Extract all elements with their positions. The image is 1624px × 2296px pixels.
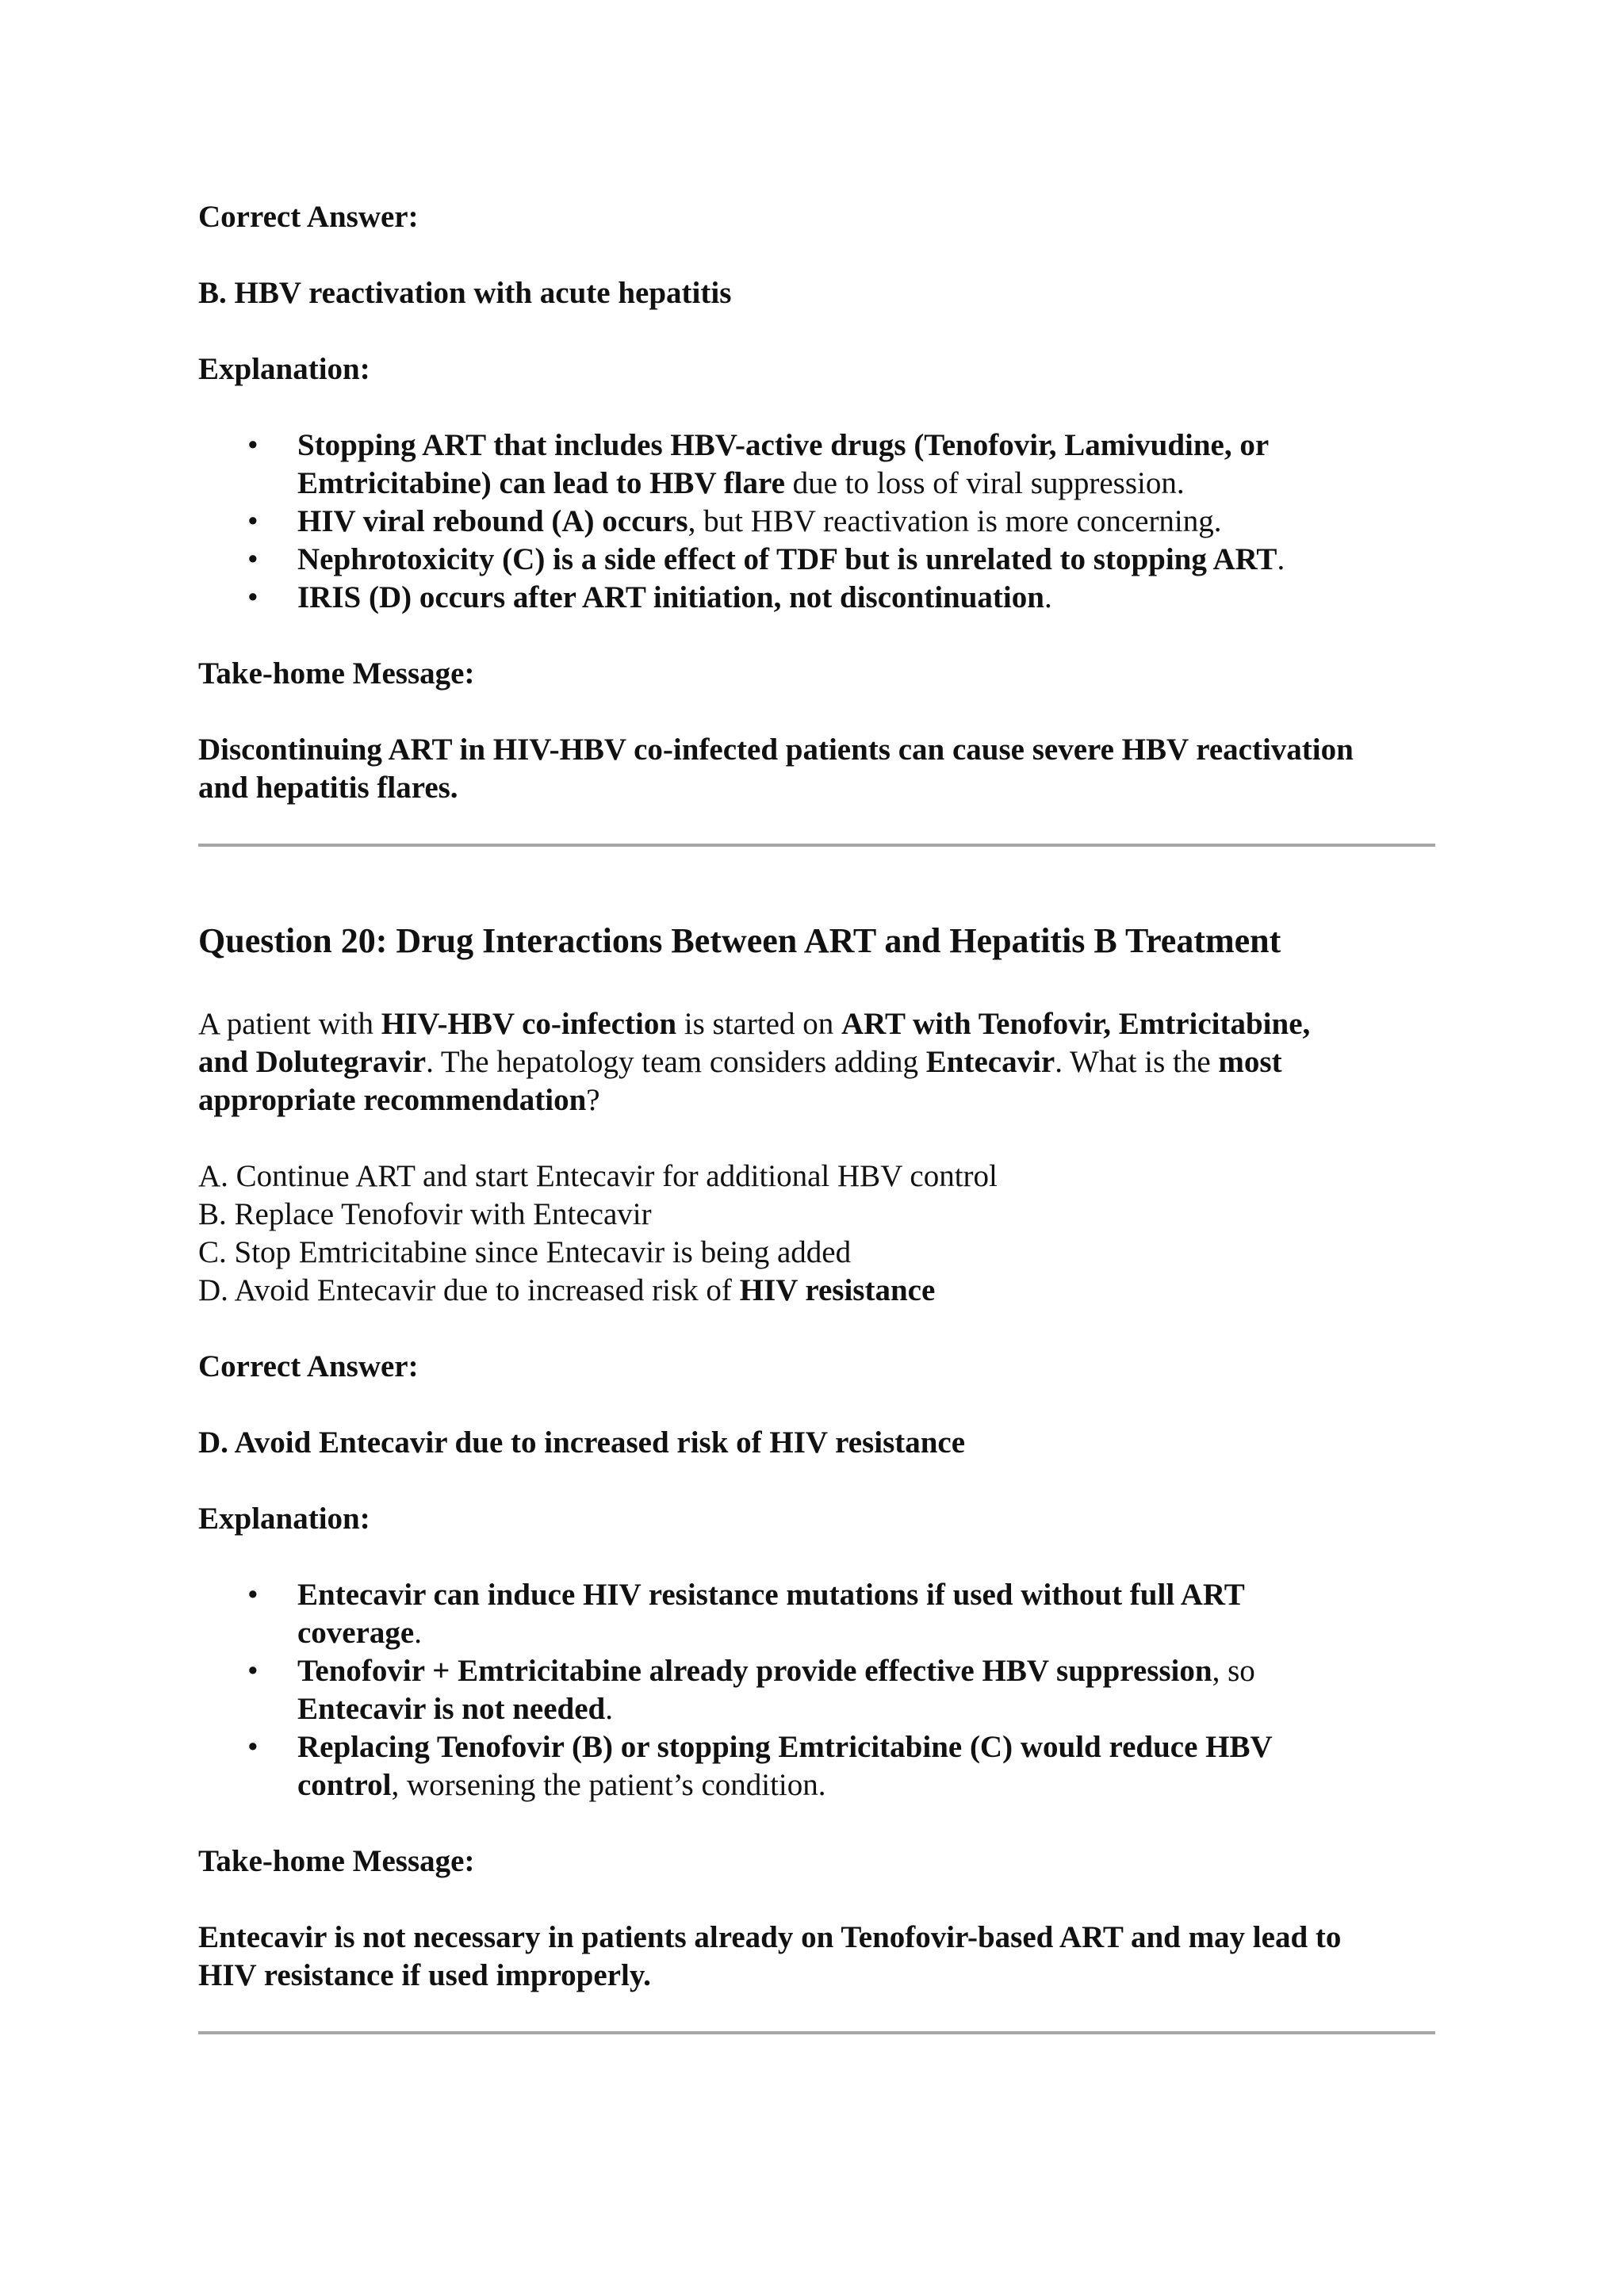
list-item-bold: Stopping ART that includes HBV-active drugs (Tenofovir, Lamivudine, or — [297, 428, 1270, 462]
correct-answer-label: Correct Answer: — [198, 1349, 419, 1383]
question-stem-line-3 — [198, 1081, 600, 1119]
option-text: D. Avoid Entecavir due to increased risk of — [198, 1273, 740, 1307]
stem-bold: HIV-HBV co-infection — [381, 1007, 677, 1041]
stem-text: ? — [586, 1083, 600, 1117]
list-item-bold: Emtricitabine) can lead to HBV flare — [297, 466, 785, 500]
list-item-continuation — [297, 1690, 1423, 1728]
bullet-marker: • — [247, 1578, 259, 1612]
bullet-marker: • — [247, 1730, 259, 1764]
bullet-marker: • — [247, 542, 259, 576]
takehome-line-2: HIV resistance if used improperly. — [198, 1958, 651, 1992]
list-item-continuation — [297, 1766, 1423, 1804]
list-item — [297, 1576, 1423, 1614]
option-c: C. Stop Emtricitabine since Entecavir is being added — [198, 1235, 852, 1269]
stem-text: A patient with — [198, 1007, 381, 1041]
correct-answer-text: B. HBV reactivation with acute hepatitis — [198, 276, 732, 310]
list-item-plain: . — [1277, 542, 1285, 576]
stem-bold: appropriate recommendation — [198, 1083, 587, 1117]
list-item — [297, 503, 1423, 541]
explanation-label: Explanation: — [198, 1502, 370, 1536]
bullet-marker: • — [247, 504, 259, 538]
stem-bold: most — [1218, 1045, 1282, 1079]
list-item-plain: . — [414, 1616, 422, 1650]
list-item-bold: Nephrotoxicity (C) is a side effect of TDF but is unrelated to stopping ART — [297, 542, 1277, 576]
section-divider — [198, 2031, 1435, 2034]
stem-bold: and Dolutegravir — [198, 1045, 427, 1079]
option-a: A. Continue ART and start Entecavir for additional HBV control — [198, 1159, 998, 1193]
question-stem-line-1 — [198, 1005, 1310, 1043]
stem-bold: ART with Tenofovir, Emtricitabine, — [841, 1007, 1311, 1041]
explanation-label: Explanation: — [198, 352, 370, 386]
list-item-bold: Entecavir can induce HIV resistance mutations if used without full ART — [297, 1578, 1245, 1612]
list-item-continuation — [297, 465, 1423, 503]
bullet-marker: • — [247, 1654, 259, 1688]
option-b: B. Replace Tenofovir with Entecavir — [198, 1197, 652, 1231]
list-item-plain: . — [605, 1692, 613, 1726]
takehome-label: Take-home Message: — [198, 1844, 475, 1878]
list-item-bold: coverage — [297, 1616, 415, 1650]
list-item-continuation — [297, 1614, 1423, 1652]
question-title: Question 20: Drug Interactions Between ART and Hepatitis B Treatment — [198, 921, 1281, 960]
list-item-bold: Replacing Tenofovir (B) or stopping Emtricitabine (C) would reduce HBV — [297, 1730, 1273, 1764]
list-item-bold: IRIS (D) occurs after ART initiation, not discontinuation — [297, 580, 1044, 614]
list-item-plain: . — [1044, 580, 1052, 614]
list-item-plain: , worsening the patient’s condition. — [391, 1768, 826, 1802]
list-item-plain: , so — [1212, 1654, 1255, 1688]
list-item-bold: Entecavir is not needed — [297, 1692, 606, 1726]
takehome-line-2: and hepatitis flares. — [198, 771, 458, 805]
takehome-line-1: Discontinuing ART in HIV-HBV co-infected patients can cause severe HBV reactivation — [198, 733, 1354, 767]
stem-text: . What is the — [1055, 1045, 1219, 1079]
takehome-label: Take-home Message: — [198, 656, 475, 691]
correct-answer-label: Correct Answer: — [198, 200, 419, 234]
list-item — [297, 1728, 1423, 1766]
list-item-bold: control — [297, 1768, 392, 1802]
stem-text: is started on — [676, 1007, 841, 1041]
list-item-plain: , but HBV reactivation is more concerning. — [688, 504, 1222, 538]
bullet-marker: • — [247, 428, 259, 462]
section-divider — [198, 844, 1435, 847]
list-item-bold: Tenofovir + Emtricitabine already provide effective HBV suppression — [297, 1654, 1212, 1688]
list-item — [297, 1652, 1423, 1690]
list-item — [297, 541, 1423, 579]
option-d — [198, 1272, 935, 1310]
option-bold: HIV resistance — [739, 1273, 936, 1307]
stem-text: . The hepatology team considers adding — [426, 1045, 926, 1079]
question-stem-line-2 — [198, 1043, 1282, 1081]
correct-answer-text: D. Avoid Entecavir due to increased risk of HIV resistance — [198, 1425, 966, 1460]
list-item-plain: due to loss of viral suppression. — [784, 466, 1185, 500]
takehome-line-1: Entecavir is not necessary in patients already on Tenofovir-based ART and may lead to — [198, 1920, 1342, 1954]
stem-bold: Entecavir — [925, 1045, 1055, 1079]
list-item-bold: HIV viral rebound (A) occurs — [297, 504, 688, 538]
bullet-marker: • — [247, 580, 259, 614]
list-item — [297, 579, 1423, 617]
list-item — [297, 427, 1423, 465]
